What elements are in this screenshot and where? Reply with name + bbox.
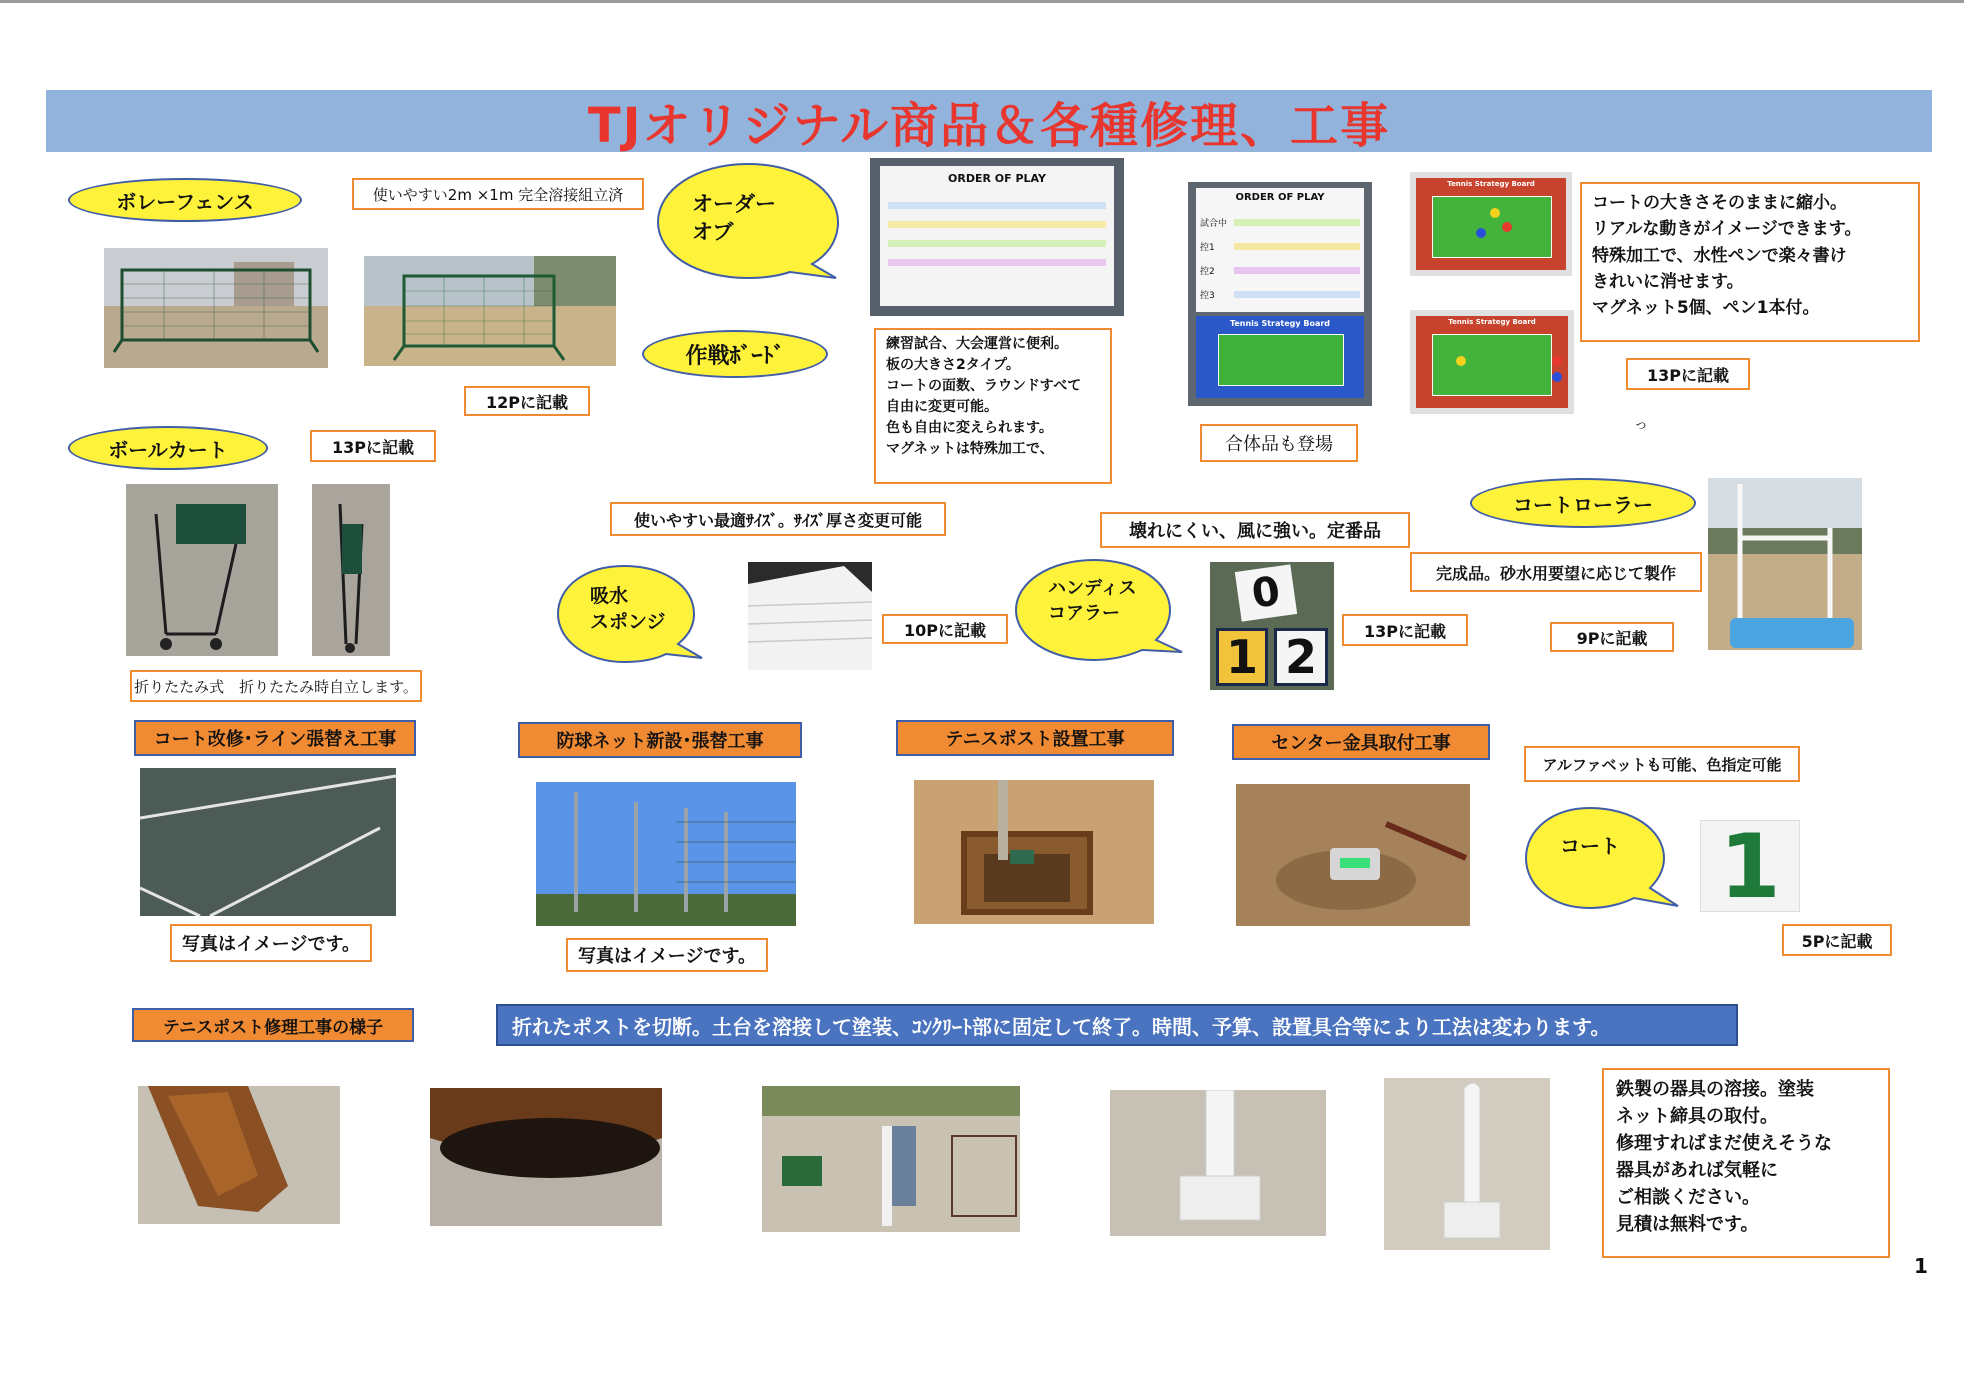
court-roller-label: コートローラー: [1470, 478, 1696, 528]
image-note-1: 写真はイメージです。: [170, 924, 372, 962]
order-of-play-label: オーダー オブ: [692, 192, 776, 245]
handy-collar-digit-0: 0: [1235, 564, 1297, 621]
sponge-bubble: [554, 562, 710, 668]
post-repair-header: テニスポスト修理工事の様子: [132, 1008, 414, 1042]
board-row-3: 控2: [1200, 266, 1215, 277]
board-row-2: 控1: [1200, 242, 1215, 253]
sponge-photo: [748, 562, 872, 670]
center-fitting-header: センター金具取付工事: [1232, 724, 1490, 760]
post-repair-photo-1: [138, 1086, 340, 1224]
volley-fence-note: 使いやすい2m ×1m 完全溶接組立済: [352, 178, 644, 210]
court-number-page-ref: 5Pに記載: [1782, 924, 1892, 956]
strategy-board-2-heading: Tennis Strategy Board: [1448, 318, 1536, 326]
post-repair-notice: 折れたポストを切断。土台を溶接して塗装、ｺﾝｸﾘｰﾄ部に固定して終了。時間、予算、設置具合等により工法は変わります。: [496, 1004, 1738, 1046]
combined-board-heading: ORDER OF PLAY: [1235, 192, 1325, 203]
ball-cart-photo-1: [126, 484, 278, 656]
handy-collar-digit-1: 1: [1216, 628, 1268, 686]
combined-note: 合体品も登場: [1200, 424, 1358, 462]
image-note-2: 写真はイメージです。: [566, 938, 768, 972]
sponge-note: 使いやすい最適ｻｲｽﾞ。ｻｲｽﾞ厚さ変更可能: [610, 502, 946, 536]
court-roller-note: 完成品。砂水用要望に応じて製作: [1410, 552, 1702, 592]
post-install-photo: [914, 780, 1154, 924]
handy-collar-label: ハンディス コアラー: [1048, 578, 1137, 625]
board-row-1: 試合中: [1200, 218, 1228, 229]
handy-collar-digit-2: 2: [1274, 628, 1328, 686]
top-rule: [0, 0, 1964, 3]
court-renovation-photo: [140, 768, 396, 916]
strategy-board-photo-2: [1410, 310, 1574, 414]
page-number: 1: [1914, 1254, 1928, 1278]
ball-cart-label: ボールカート: [68, 426, 268, 470]
ball-cart-note: 折りたたみ式 折りたたみ時自立します。: [130, 670, 422, 702]
court-number-photo: [1700, 820, 1800, 912]
handy-collar-page-ref: 13Pに記載: [1342, 614, 1468, 646]
court-number-bubble: [1520, 804, 1680, 916]
center-fitting-photo: [1236, 784, 1470, 926]
stray-mark: っ: [1634, 417, 1648, 433]
sponge-page-ref: 10Pに記載: [882, 614, 1008, 644]
ball-cart-photo-2: [312, 484, 390, 656]
strategy-board-page-ref: 13Pに記載: [1626, 358, 1750, 390]
post-repair-photo-5: [1384, 1078, 1550, 1250]
court-renovation-header: コート改修･ライン張替え工事: [134, 720, 416, 756]
court-roller-photo: [1708, 478, 1862, 650]
combined-strategy-heading: Tennis Strategy Board: [1229, 319, 1331, 328]
combined-board-photo: [1188, 182, 1372, 406]
post-repair-description: 鉄製の器具の溶接。塗装 ネット締具の取付。 修理すればまだ使えそうな 器具があれば気軽に ご相談ください。 見積は無料です。: [1602, 1068, 1890, 1258]
strategy-board-right-description: コートの大きさそのままに縮小。 リアルな動きがイメージできます。 特殊加工で、水性ペンで楽々書け きれいに消せます。 マグネット5個、ペン1本付。: [1580, 182, 1920, 342]
page-title: TJオリジナル商品＆各種修理、工事: [587, 97, 1391, 154]
net-install-header: 防球ネット新設･張替工事: [518, 722, 802, 758]
strategy-board-photo-1: [1410, 172, 1572, 276]
post-repair-photo-3: [762, 1086, 1020, 1232]
handy-collar-note: 壊れにくい、風に強い。定番品: [1100, 512, 1410, 548]
strategy-board-1-heading: Tennis Strategy Board: [1447, 180, 1535, 188]
order-of-play-board-heading: ORDER OF PLAY: [948, 172, 1046, 185]
sponge-label: 吸水 スポンジ: [590, 585, 666, 633]
volley-fence-label: ボレーフェンス: [68, 178, 302, 222]
post-repair-photo-4: [1110, 1090, 1326, 1236]
order-of-play-bubble: [650, 160, 846, 298]
handy-collar-photo: [1210, 562, 1334, 690]
volley-fence-photo-1: [104, 248, 328, 368]
handy-collar-bubble: [1010, 556, 1188, 666]
volley-fence-page-ref: 12Pに記載: [464, 386, 590, 416]
post-repair-photo-2: [430, 1088, 662, 1226]
court-number-label: コート: [1560, 834, 1620, 858]
ball-cart-page-ref: 13Pに記載: [310, 430, 436, 462]
court-roller-page-ref: 9Pに記載: [1550, 622, 1674, 652]
strategy-board-description: 練習試合、大会運営に便利。 板の大きさ2タイプ。 コートの面数、ラウンドすべて 自由に変更可能。 色も自由に変えられます。 マグネットは特殊加工で、: [874, 328, 1112, 484]
court-number-digit: 1: [1719, 820, 1781, 912]
order-of-play-board-photo: [870, 158, 1124, 316]
volley-fence-photo-2: [364, 256, 616, 366]
strategy-board-label: 作戦ﾎﾞｰﾄﾞ: [642, 330, 828, 378]
net-install-photo: [536, 782, 796, 926]
title-bar: [46, 90, 1932, 152]
court-number-note: アルファベットも可能、色指定可能: [1524, 746, 1800, 782]
board-row-4: 控3: [1200, 290, 1215, 301]
post-install-header: テニスポスト設置工事: [896, 720, 1174, 756]
